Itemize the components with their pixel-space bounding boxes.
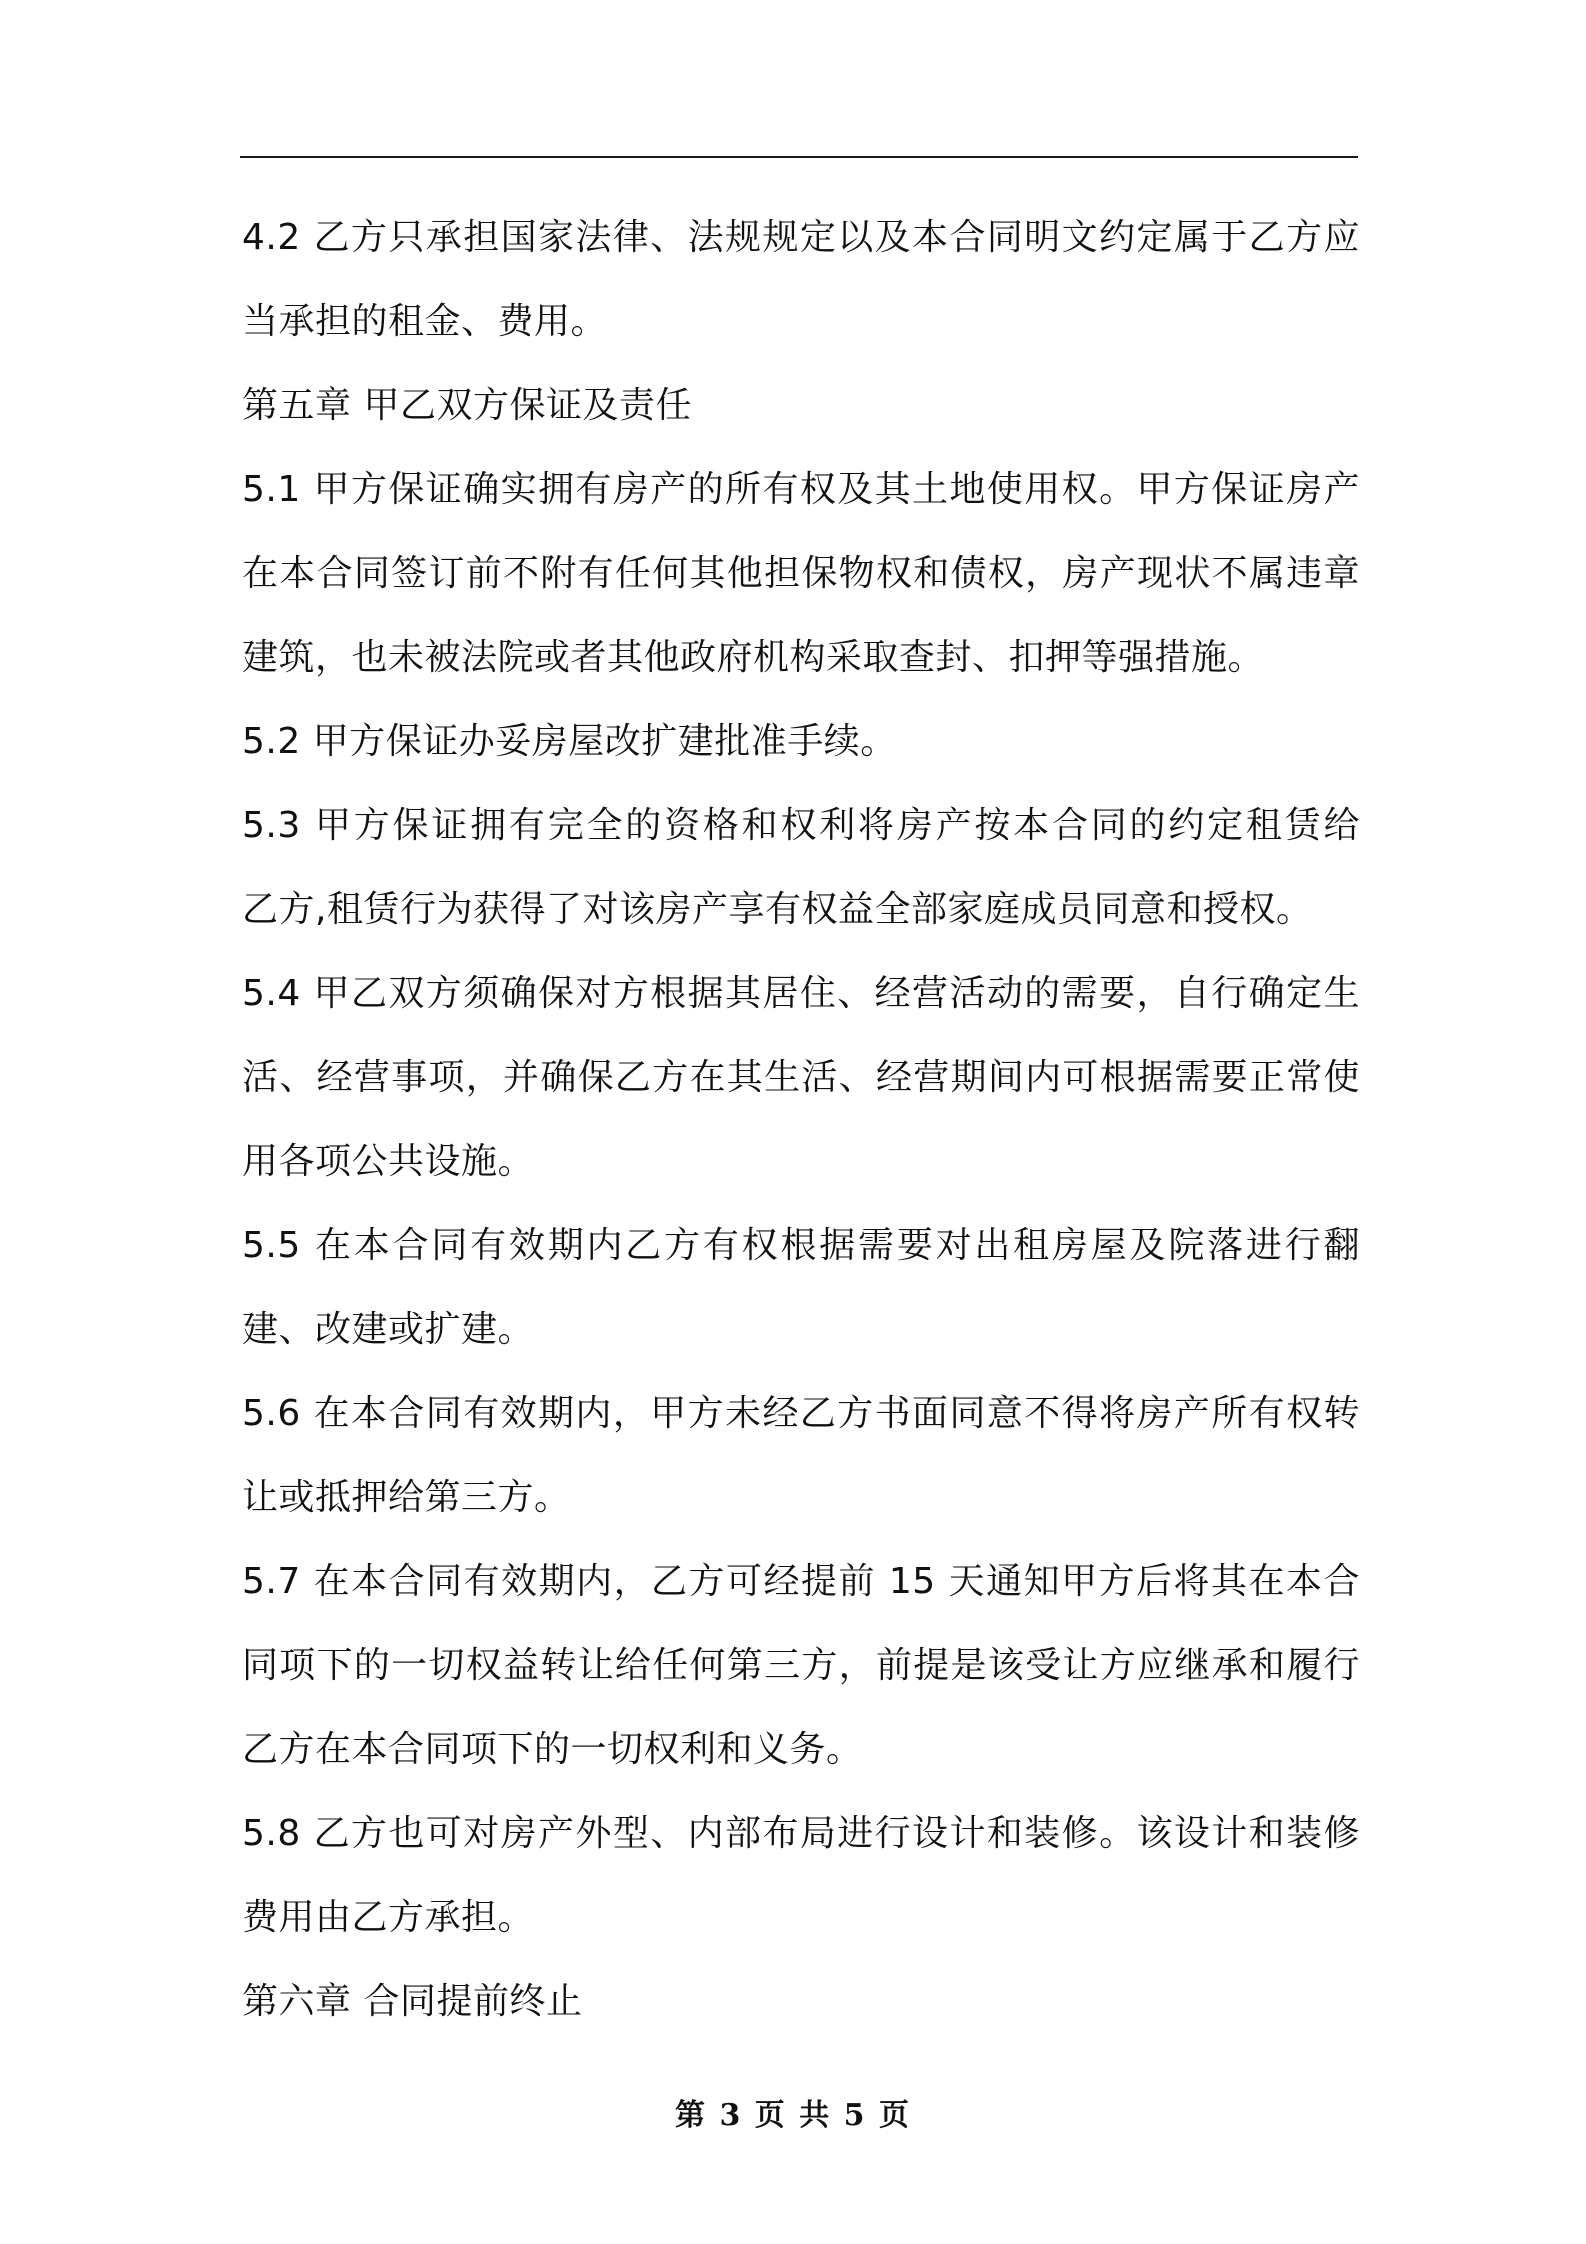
text-line: 当承担的租金、费用。	[242, 301, 608, 342]
document-body	[242, 196, 1360, 2044]
text-line: 5.1 甲方保证确实拥有房产的所有权及其土地使用权。甲方保证房产	[242, 469, 1360, 510]
text-line: 用各项公共设施。	[242, 1141, 535, 1182]
text-line: 5.6 在本合同有效期内，甲方未经乙方书面同意不得将房产所有权转	[242, 1393, 1360, 1434]
chapter-heading: 第五章 甲乙双方保证及责任	[242, 385, 692, 426]
text-line: 建、改建或扩建。	[242, 1309, 535, 1350]
text-line: 在本合同签订前不附有任何其他担保物权和债权，房产现状不属违章	[242, 553, 1360, 594]
text-line: 建筑，也未被法院或者其他政府机构采取查封、扣押等强措施。	[242, 637, 1265, 678]
text-line: 活、经营事项，并确保乙方在其生活、经营期间内可根据需要正常使	[242, 1057, 1360, 1098]
text-line: 5.7 在本合同有效期内，乙方可经提前 15 天通知甲方后将其在本合	[242, 1561, 1360, 1602]
text-line: 费用由乙方承担。	[242, 1897, 535, 1938]
text-line: 5.8 乙方也可对房产外型、内部布局进行设计和装修。该设计和装修	[242, 1813, 1360, 1854]
text-line: 乙方,租赁行为获得了对该房产享有权益全部家庭成员同意和授权。	[242, 889, 1313, 930]
text-line: 乙方在本合同项下的一切权利和义务。	[242, 1729, 863, 1770]
text-line: 5.5 在本合同有效期内乙方有权根据需要对出租房屋及院落进行翻	[242, 1225, 1360, 1266]
header-rule	[240, 156, 1358, 158]
text-line: 5.3 甲方保证拥有完全的资格和权利将房产按本合同的约定租赁给	[242, 805, 1360, 846]
text-line: 让或抵押给第三方。	[242, 1477, 571, 1518]
text-line: 5.4 甲乙双方须确保对方根据其居住、经营活动的需要，自行确定生	[242, 973, 1360, 1014]
text-line: 同项下的一切权益转让给任何第三方，前提是该受让方应继承和履行	[242, 1645, 1360, 1686]
text-line: 4.2 乙方只承担国家法律、法规规定以及本合同明文约定属于乙方应	[242, 217, 1360, 258]
page-number: 第 3 页 共 5 页	[675, 2098, 911, 2133]
text-line: 5.2 甲方保证办妥房屋改扩建批准手续。	[242, 721, 897, 762]
chapter-heading: 第六章 合同提前终止	[242, 1981, 583, 2022]
